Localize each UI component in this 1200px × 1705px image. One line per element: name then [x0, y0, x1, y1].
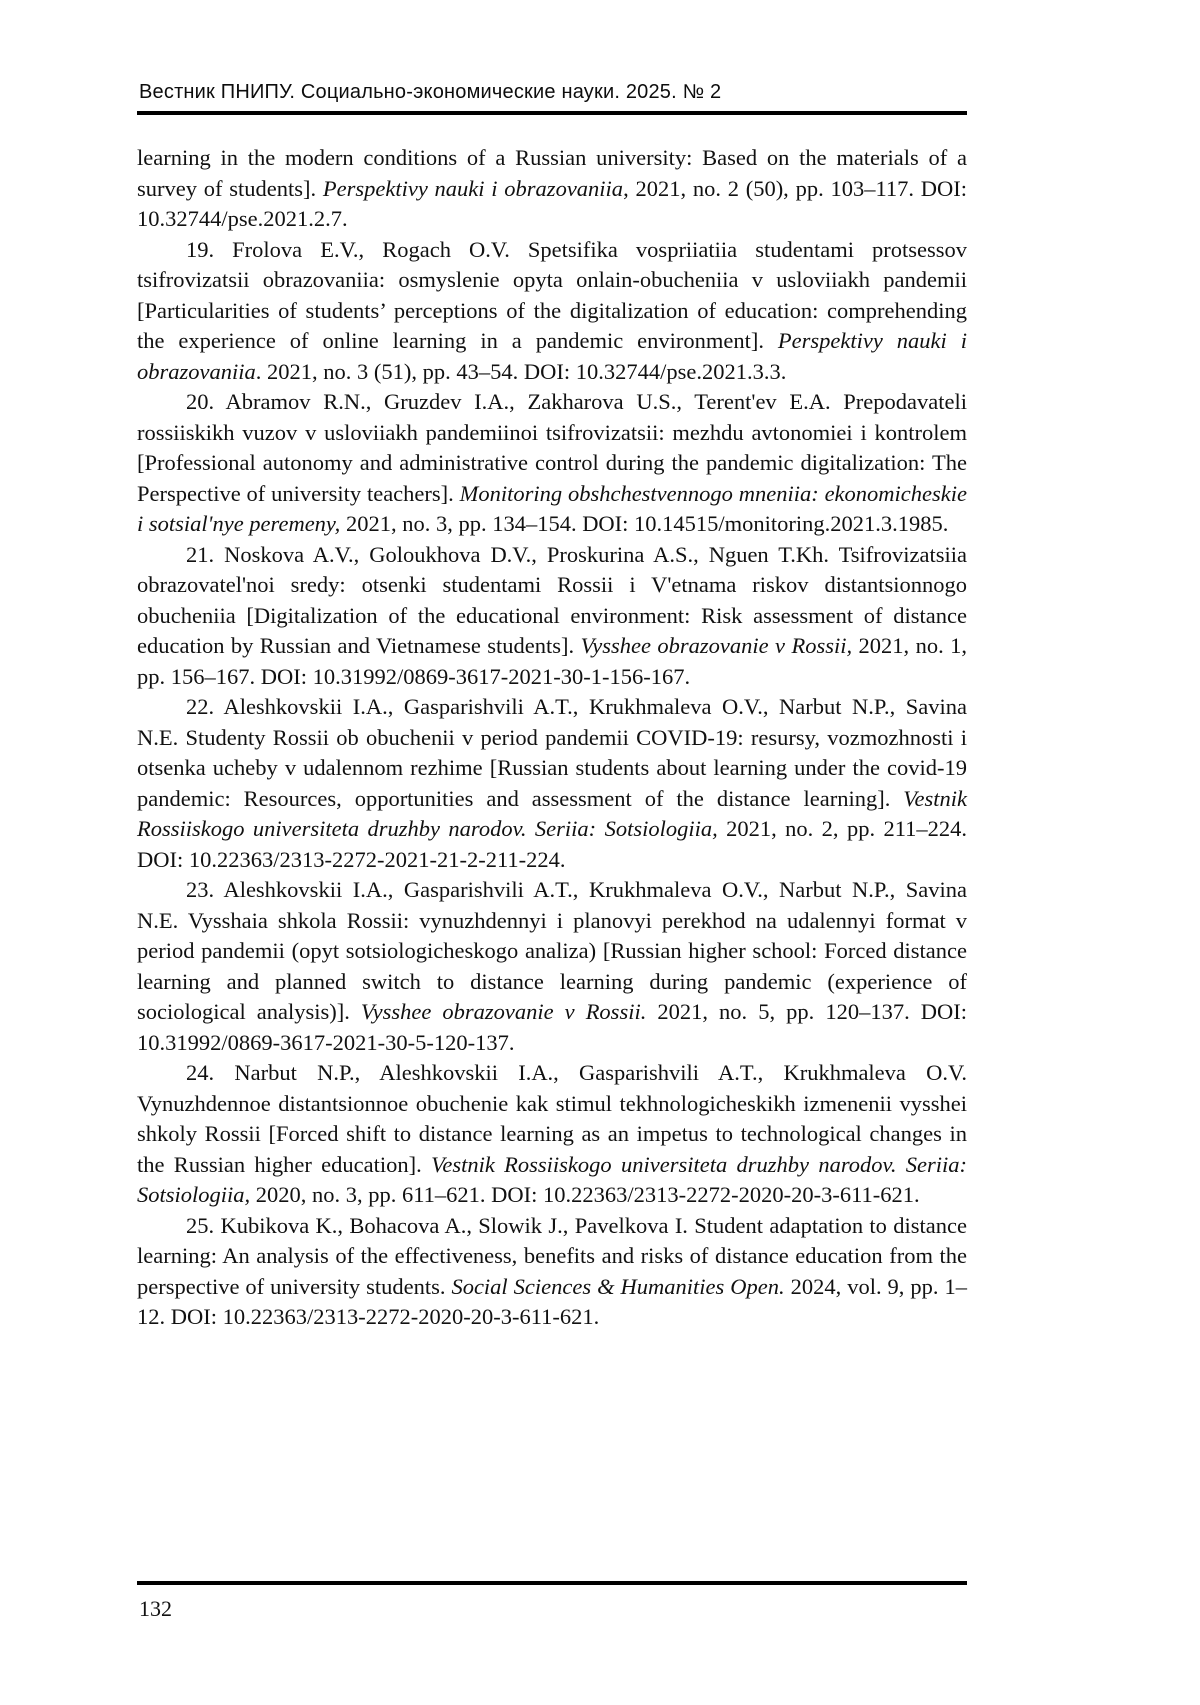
page-number: 132 [139, 1596, 172, 1621]
journal-header-title: Вестник ПНИПУ. Социально-экономические науки. 2025. № 2 [139, 81, 722, 103]
reference-text: . 2021, no. 3 (51), pp. 43–54. DOI: 10.32744/pse.2021.3.3. [255, 358, 787, 384]
journal-title-italic: Vysshee obrazovanie v Rossii. [360, 999, 647, 1024]
journal-title-italic: Vestnik Rossiiskogo universiteta druzhby narodov. Seriia: Sotsiologiia, [137, 785, 967, 841]
journal-title-italic: Social Sciences & Humanities Open. [451, 1273, 785, 1299]
reference-text: 2021, no. 3, pp. 134–154. DOI: 10.14515/monitoring.2021.3.1985. [340, 511, 949, 536]
references-list [137, 143, 967, 1333]
reference-text: 2021, no. 1, pp. 156–167. DOI: 10.31992/0869-3617-2021-30-1-156-167. [137, 633, 967, 689]
reference-paragraph [137, 875, 967, 1058]
reference-text: , 2021, no. 2 (50), pp. 103–117. DOI: 10.32744/pse.2021.2.7. [137, 175, 967, 231]
reference-text: 25. Kubikova K., Bohacova A., Slowik J., Pavelkova I. Student adaptation to distance learning: An analysis of the effectiveness, benefits and risks of distance education from the perspective of university students. [137, 1212, 967, 1299]
reference-paragraph [137, 143, 967, 235]
reference-text: 2021, no. 2, pp. 211–224. DOI: 10.22363/2313-2272-2021-21-2-211-224. [137, 816, 968, 872]
reference-paragraph [137, 540, 967, 693]
journal-title-italic: Perspektivy nauki i obrazovaniia [137, 328, 967, 384]
reference-text: 2020, no. 3, pp. 611–621. DOI: 10.22363/2313-2272-2020-20-3-611-621. [250, 1182, 920, 1207]
reference-text: 2024, vol. 9, pp. 1–12. DOI: 10.22363/2313-2272-2020-20-3-611-621. [137, 1273, 967, 1329]
reference-paragraph [137, 692, 967, 875]
reference-text: learning in the modern conditions of a Russian university: Based on the materials of a survey of students]. [137, 145, 967, 201]
journal-title-italic: Vestnik Rossiiskogo universiteta druzhby narodov. Seriia: Sotsiologiia, [137, 1151, 968, 1207]
reference-text: 2021, no. 5, pp. 120–137. DOI: 10.31992/0869-3617-2021-30-5-120-137. [137, 999, 967, 1055]
header-rule [137, 111, 967, 115]
reference-paragraph [137, 387, 967, 540]
reference-text: 22. Aleshkovskii I.A., Gasparishvili A.T., Krukhmaleva O.V., Narbut N.P., Savina N.E. Studenty Rossii ob obuchenii v period pandemii COVID-19: resursy, vozmozhnosti i otsenka ucheby v udalennom rezhime [Russian students about learning under the covid-19 pandemic: Resources, opportunities and assessment of the distance learning]. [137, 694, 967, 811]
journal-title-italic: Monitoring obshchestvennogo mneniia: ekonomicheskie i sotsial'nye peremeny, [137, 480, 967, 536]
reference-paragraph [137, 1211, 967, 1333]
page-footer [137, 1581, 967, 1622]
reference-paragraph [137, 235, 967, 388]
reference-text: 21. Noskova A.V., Goloukhova D.V., Proskurina A.S., Nguen T.Kh. Tsifrovizatsiia obrazovatel'noi sredy: otsenki studentami Rossii i V'etnama riskov distantsionnogo obucheniia [Digitalization of the educational environment: Risk assessment of distance education by Russian and Vietnamese students]. [137, 541, 967, 658]
journal-title-italic: Vysshee obrazovanie v Rossii, [580, 633, 853, 658]
page-header [137, 80, 967, 115]
journal-title-italic: Perspektivy nauki i obrazovaniia [322, 175, 624, 201]
reference-text: 20. Abramov R.N., Gruzdev I.A., Zakharova U.S., Terent'ev E.A. Prepodavateli rossiiskikh vuzov v usloviiakh pandemiinoi tsifrovizatsii: mezhdu avtonomiei i kontrolem [Professional autonomy and administrative control during the pandemic digitalization: The Perspective of university teachers]. [137, 389, 967, 506]
reference-paragraph [137, 1058, 967, 1211]
footer-rule [137, 1581, 967, 1585]
reference-text: 24. Narbut N.P., Aleshkovskii I.A., Gasparishvili A.T., Krukhmaleva O.V. Vynuzhdennoe distantsionnoe obuchenie kak stimul tekhnologicheskikh izmenenii vysshei shkoly Rossii [Forced shift to distance learning as an impetus to technological changes in the Russian higher education]. [137, 1060, 967, 1177]
reference-text: 23. Aleshkovskii I.A., Gasparishvili A.T., Krukhmaleva O.V., Narbut N.P., Savina N.E. Vysshaia shkola Rossii: vynuzhdennyi i planovyi perekhod na udalennyi format v period pandemii (opyt sotsiologicheskogo analiza) [Russian higher school: Forced distance learning and planned switch to distance learning during pandemic (experience of sociological analysis)]. [137, 877, 967, 1024]
reference-text: 19. Frolova E.V., Rogach O.V. Spetsifika vospriiatiia studentami protsessov tsifrovizatsii obrazovaniia: osmyslenie opyta onlain-obucheniia v usloviiakh pandemii [Particularities of students’ perceptions of the digitalization of education: comprehending the experience of online learning in a pandemic environment]. [137, 236, 967, 353]
